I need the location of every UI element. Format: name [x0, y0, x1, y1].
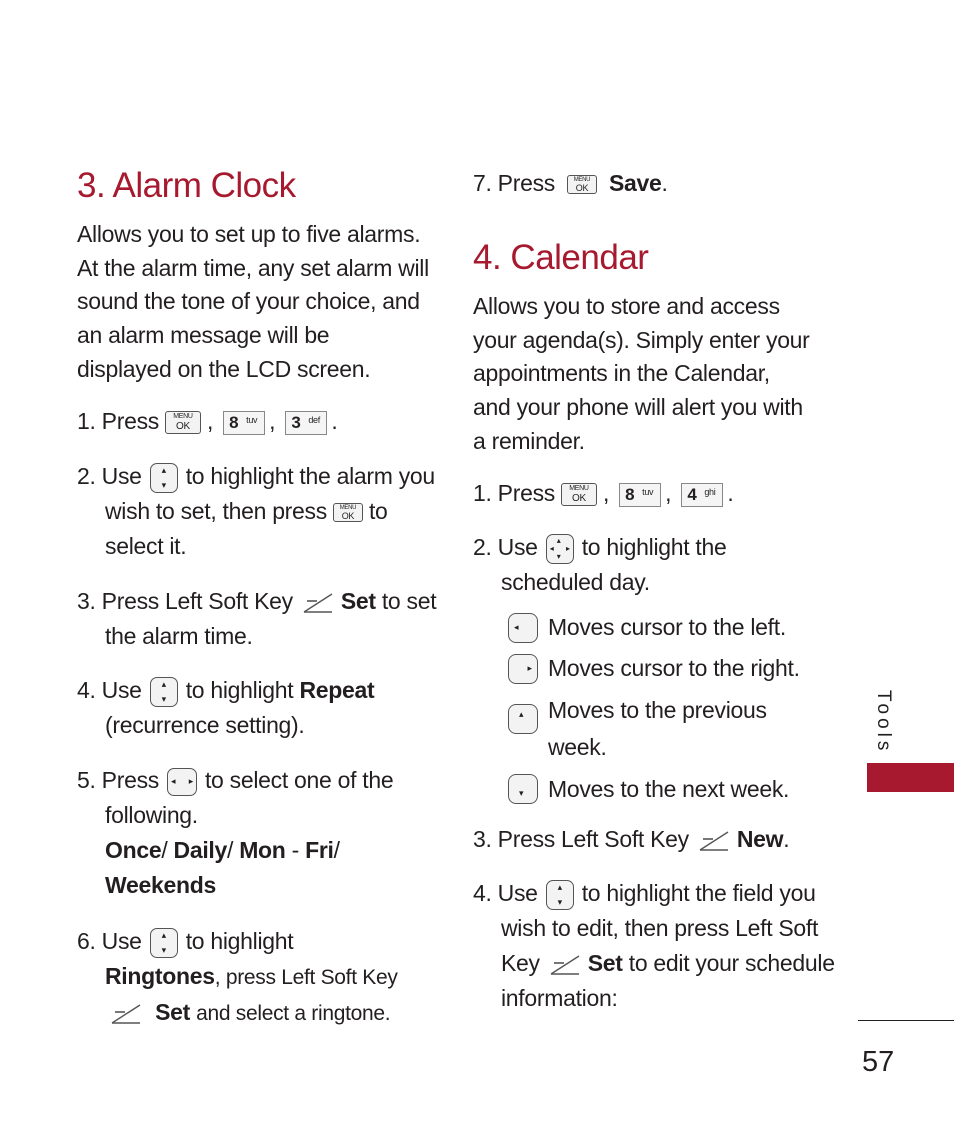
calendar-step-4: 4. Use▴ ▾ to highlight the field you wish to edit, then press Left Soft Key Set to edit your schedule information:	[473, 876, 861, 1016]
section-title-alarm-clock: 3. Alarm Clock	[77, 166, 296, 205]
nav-four-way-key-icon: ▴ ▾ ◂ ▸	[546, 534, 574, 564]
nav-left-key-icon: ◂	[508, 613, 538, 643]
menu-ok-key-icon	[561, 483, 597, 506]
calendar-step-1: 1. PressMENU OK , 8 tuv , 4 ghi .	[473, 476, 861, 511]
nav-up-down-key-icon	[150, 463, 178, 493]
calendar-intro: Allows you to store and access your agenda(s). Simply enter your appointments in the Calendar, and your phone will alert you with a reminder.	[473, 293, 810, 454]
alarm-intro: Allows you to set up to five alarms. At the alarm time, any set alarm will sound the tone of your choice, and an alarm message will be displayed on the LCD screen.	[77, 221, 429, 382]
nav-down-key-icon: ▾	[508, 774, 538, 804]
dir-right-text: Moves cursor to the right.	[548, 655, 800, 681]
left-soft-key-icon	[697, 830, 731, 852]
alarm-step-4: 4. Use▴ ▾ to highlight Repeat (recurrence setting).	[77, 673, 465, 743]
alarm-step-7: 7. PressMENU OK Save.	[473, 166, 833, 201]
page-number: 57	[862, 1046, 895, 1078]
alarm-step-1: 1. PressMENU OK , 8 tuv , 3 def .	[77, 404, 465, 439]
nav-left-right-key-icon	[167, 768, 197, 796]
left-soft-key-icon	[301, 592, 335, 614]
nav-up-down-key-icon	[546, 880, 574, 910]
nav-up-down-key-icon	[150, 677, 178, 707]
alarm-step-5: 5. Press◂ ▸ to select one of the following. Once/ Daily/ Mon - Fri/ Weekends	[77, 763, 465, 903]
nav-up-key-icon: ▴	[508, 704, 538, 734]
key-3-icon: 3 def	[285, 411, 327, 435]
key-4-icon: 4 ghi	[681, 483, 723, 507]
dir-up-text: Moves to the previous week.	[548, 697, 767, 760]
menu-ok-key-icon	[567, 175, 597, 194]
alarm-step-3: 3. Press Left Soft Key Set to set the alarm time.	[77, 588, 437, 649]
dir-left-text: Moves cursor to the left.	[548, 614, 786, 640]
alarm-step-6: 6. Use▴ ▾ to highlight Ringtones, press Left Soft Key Set and select a ringtone.	[77, 924, 465, 1031]
nav-right-key-icon: ▸	[508, 654, 538, 684]
footer-rule	[858, 1020, 954, 1021]
left-soft-key-icon	[548, 954, 582, 976]
menu-ok-key-icon	[165, 411, 201, 434]
calendar-step-3: 3. Press Left Soft Key New.	[473, 826, 790, 852]
key-8-icon: 8 tuv	[223, 411, 265, 435]
alarm-step-2: 2. Use▴ ▾ to highlight the alarm you wish to set, then pressMENU OK to select it.	[77, 459, 435, 564]
side-tab-label: Tools	[873, 690, 894, 755]
section-title-calendar: 4. Calendar	[473, 238, 649, 277]
left-soft-key-icon	[109, 1003, 143, 1025]
nav-up-down-key-icon	[150, 928, 178, 958]
side-tab-bar	[867, 763, 954, 792]
key-8-icon: 8 tuv	[619, 483, 661, 507]
calendar-step-2: 2. Use ▴ ▾ ◂ ▸ to highlight the scheduled day.	[473, 534, 727, 595]
menu-ok-key-icon	[333, 503, 363, 522]
dir-down-text: Moves to the next week.	[548, 776, 790, 802]
